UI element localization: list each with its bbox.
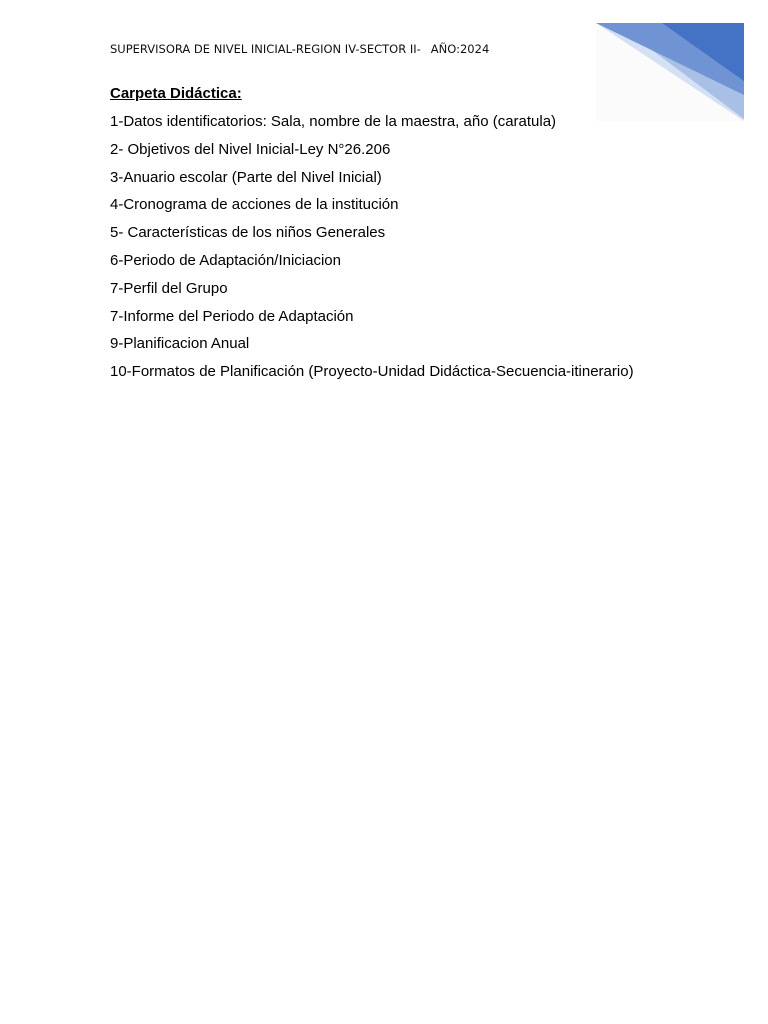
list-item: 4-Cronograma de acciones de la institución	[110, 196, 399, 214]
document-title: Carpeta Didáctica:	[110, 85, 242, 102]
list-item: 6-Periodo de Adaptación/Iniciacion	[110, 251, 341, 269]
document-body	[110, 84, 750, 390]
header-year-text: AÑO:2024	[430, 42, 490, 56]
list-item: 1-Datos identificatorios: Sala, nombre de la maestra, año (caratula)	[110, 113, 557, 130]
list-item: 7-Perfil del Grupo	[110, 279, 228, 297]
list-item: 2- Objetivos del Nivel Inicial-Ley N°26.206	[110, 140, 391, 158]
list-item: 5- Características de los niños Generales	[110, 224, 386, 242]
list-item: 10-Formatos de Planificación (Proyecto-Unidad Didáctica-Secuencia-itinerario)	[110, 363, 634, 381]
header-supervisor-text: SUPERVISORA DE NIVEL INICIAL-REGION IV-SECTOR II-	[110, 42, 421, 56]
list-item: 3-Anuario escolar (Parte del Nivel Inicial)	[110, 168, 382, 186]
list-item: 9-Planificacion Anual	[110, 335, 250, 353]
list-item: 7-Informe del Periodo de Adaptación	[110, 307, 354, 325]
page-header	[110, 42, 489, 56]
document-item-list	[110, 112, 750, 382]
